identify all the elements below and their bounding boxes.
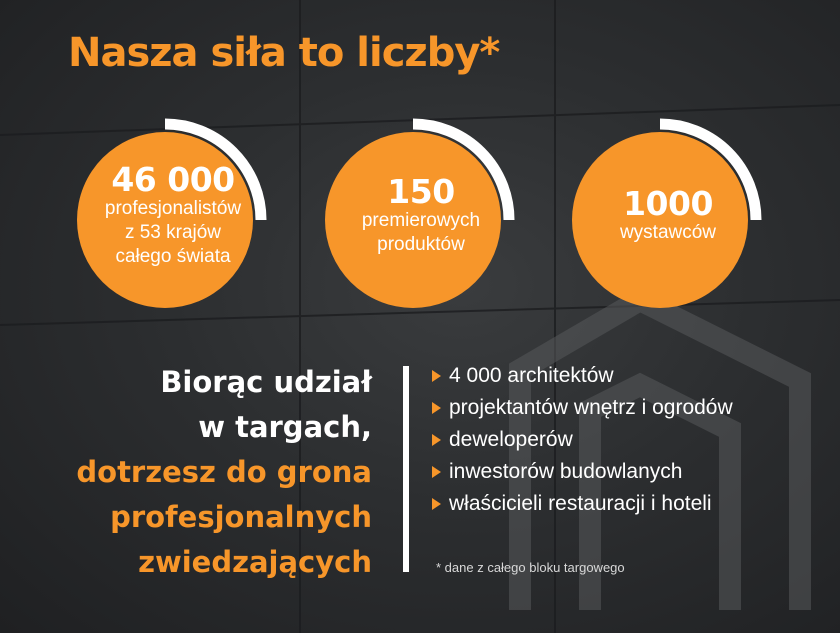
stat-circle-exhibitors (570, 118, 766, 314)
list-item-label: 4 000 architektów (449, 364, 614, 387)
list-item-label: deweloperów (449, 428, 573, 451)
list-item (432, 456, 733, 488)
stat-circle-products (323, 118, 519, 314)
list-item-label: inwestorów budowlanych (449, 460, 683, 483)
list-item (432, 360, 733, 392)
stat-label: całego świata (115, 246, 231, 268)
stat-label: z 53 krajów (124, 222, 222, 244)
list-item (432, 392, 733, 424)
list-item-label: projektantów wnętrz i ogrodów (449, 396, 733, 419)
pitch-line-highlight: zwiedzających (138, 545, 372, 579)
stat-label: wystawców (619, 222, 717, 244)
pitch-line: w targach, (198, 410, 372, 444)
stat-circle-professionals (75, 118, 271, 314)
pitch-line-highlight: dotrzesz do grona (76, 455, 372, 489)
stat-label: profesjonalistów (104, 198, 242, 220)
page-title: Nasza siła to liczby* (68, 30, 500, 76)
stat-number: 46 000 (111, 159, 235, 199)
vertical-divider (403, 366, 409, 572)
bullet-arrow-icon (432, 434, 441, 446)
list-item-label: właścicieli restauracji i hoteli (449, 492, 712, 515)
audience-list (432, 360, 733, 520)
list-item (432, 488, 733, 520)
stat-label: produktów (377, 234, 465, 256)
bullet-arrow-icon (432, 370, 441, 382)
pitch-line-highlight: profesjonalnych (110, 500, 372, 534)
pitch-text (32, 360, 372, 585)
bullet-arrow-icon (432, 402, 441, 414)
footnote: * dane z całego bloku targowego (436, 560, 625, 575)
bullet-arrow-icon (432, 466, 441, 478)
bullet-arrow-icon (432, 498, 441, 510)
list-item (432, 424, 733, 456)
stat-number: 150 (387, 171, 455, 211)
pitch-line: Biorąc udział (160, 365, 372, 399)
stat-number: 1000 (623, 183, 713, 223)
stat-label: premierowych (361, 210, 481, 232)
